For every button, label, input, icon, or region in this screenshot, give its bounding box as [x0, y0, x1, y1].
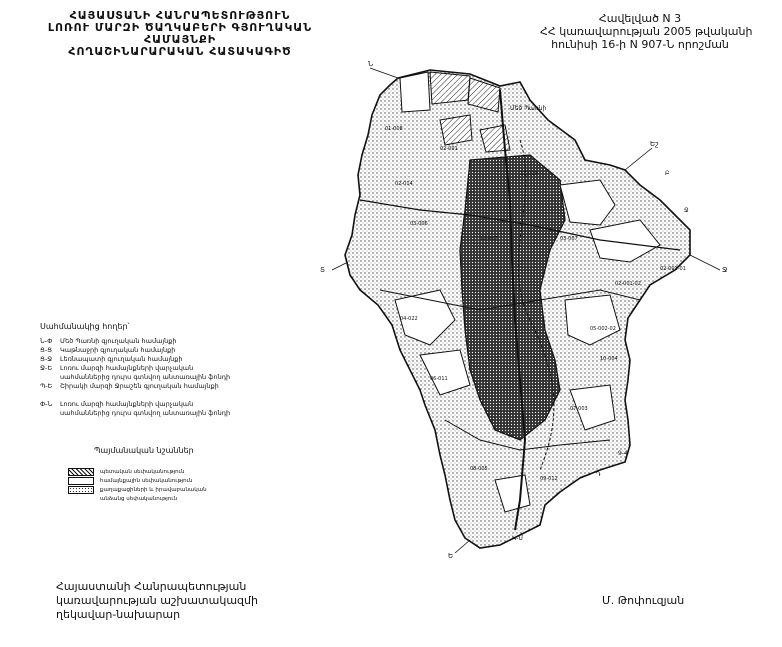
village-label: Մեծ Պառնի: [510, 105, 547, 112]
boundary-label: Ն: [368, 60, 374, 68]
conventions-title: Պայմանական նշաններ: [94, 446, 194, 455]
parcel-id: 07-003: [570, 406, 588, 412]
parcel-id: 03-007: [560, 236, 578, 242]
convention-item: պետական սեփականություն: [68, 468, 207, 476]
parcel-id: 02-001: [440, 146, 458, 152]
signatory-name: Մ. Թոփուզյան: [602, 594, 685, 607]
adjacent-lands-legend: [40, 322, 300, 418]
parcel-id: 09-012: [540, 476, 558, 482]
boundary-label: Ջ: [722, 266, 728, 274]
parcel-id: 02-001-02: [615, 281, 641, 287]
parcel-id: 12-007: [480, 236, 498, 242]
legend-item: Փ-Ն Լոռու մարզի համայնքների վարչական: [40, 400, 194, 408]
parcel-id: 10-004: [600, 356, 618, 362]
parcel-id: 08-005: [470, 466, 488, 472]
boundary-label: Ջ: [684, 207, 689, 214]
parcel-area: [400, 72, 430, 112]
parcel-id: 02-001-01: [660, 266, 686, 272]
community-property-swatch: [68, 477, 94, 485]
title-line: ԼՈՌՈՒ ՄԱՐԶԻ ԾԱՂԿԱԲԵՐԻ ԳՅՈՒՂԱԿԱՆ ՀԱՄԱՅՆՔԻ: [47, 21, 313, 46]
boundary-label: Եշ: [650, 140, 659, 148]
convention-item: անձանց սեփականություն: [100, 496, 178, 502]
boundary-label: Դ: [596, 471, 601, 478]
legend-item: Պ-Ե Շիրակի մարզի Ջրաշեն գյուղական համայնքի: [40, 382, 219, 390]
parcel-id: 04-022: [400, 316, 418, 322]
document-title: [20, 10, 340, 58]
state-property-swatch: [68, 468, 94, 476]
legend-item: Ց-Ջ Լեռնապատի գյուղական համայնքի: [40, 355, 183, 363]
private-property-swatch: [68, 486, 94, 494]
parcel-id: 05-002-02: [590, 326, 616, 332]
legend-item: սահմաններից դուրս գտնվող անտառային ֆոնդի: [60, 373, 231, 381]
legend-item: Ջ-Ե Լոռու մարզի համայնքների վարչական: [40, 364, 194, 372]
annex-date: հունիսի 16-ի N 907-Ն որոշման: [551, 38, 729, 51]
legend-item: Ն-Փ Մեծ Պառնի գյուղական համայնքի: [40, 337, 177, 345]
title-line: ՀԱՅԱՍՏԱՆԻ ՀԱՆՐԱՊԵՏՈՒԹՅՈՒՆ: [69, 9, 291, 22]
annex-reference: [540, 12, 753, 51]
parcel-id: 03-006: [410, 221, 428, 227]
annex-number: Հավելված N 3: [598, 12, 682, 25]
parcel-area: [430, 72, 470, 104]
parcel-id: 02-014: [395, 181, 413, 187]
boundary-label: Կ-Մ: [512, 535, 524, 542]
convention-item: քաղաքացիների և իրավաբանական: [68, 486, 207, 494]
boundary-label: Բ: [665, 170, 670, 177]
legend-item: սահմաններից դուրս գտնվող անտառային ֆոնդի: [60, 409, 231, 417]
boundary-label: 9-4: [618, 450, 628, 457]
parcel-id: 06-011: [430, 376, 448, 382]
legend-item: Ց-Ց Կաթնաջրի գյուղական համայնքի: [40, 346, 176, 354]
title-line: ՀՈՂԱՇԻՆԱՐԱՐԱԿԱՆ ՀԱՏԱԿԱԳԻԾ: [68, 45, 292, 58]
legend-title: Սահմանակից հողեր՝: [40, 322, 130, 331]
parcel-id: 01-008: [385, 126, 403, 132]
boundary-label: Ե: [448, 552, 454, 560]
annex-decree: ՀՀ կառավարության 2005 թվականի: [540, 25, 753, 38]
convention-item: համայնքային սեփականություն: [68, 477, 207, 485]
signatory-title: Հայաստանի Հանրապետության կառավարության աշխատակազմի ղեկավար-նախարար: [56, 580, 258, 621]
boundary-label: Տ: [320, 266, 325, 274]
legend-item: [40, 391, 300, 400]
parcel-id: 11-019: [520, 171, 538, 177]
parcel-area: [440, 115, 472, 145]
conventions-legend: [68, 468, 207, 504]
